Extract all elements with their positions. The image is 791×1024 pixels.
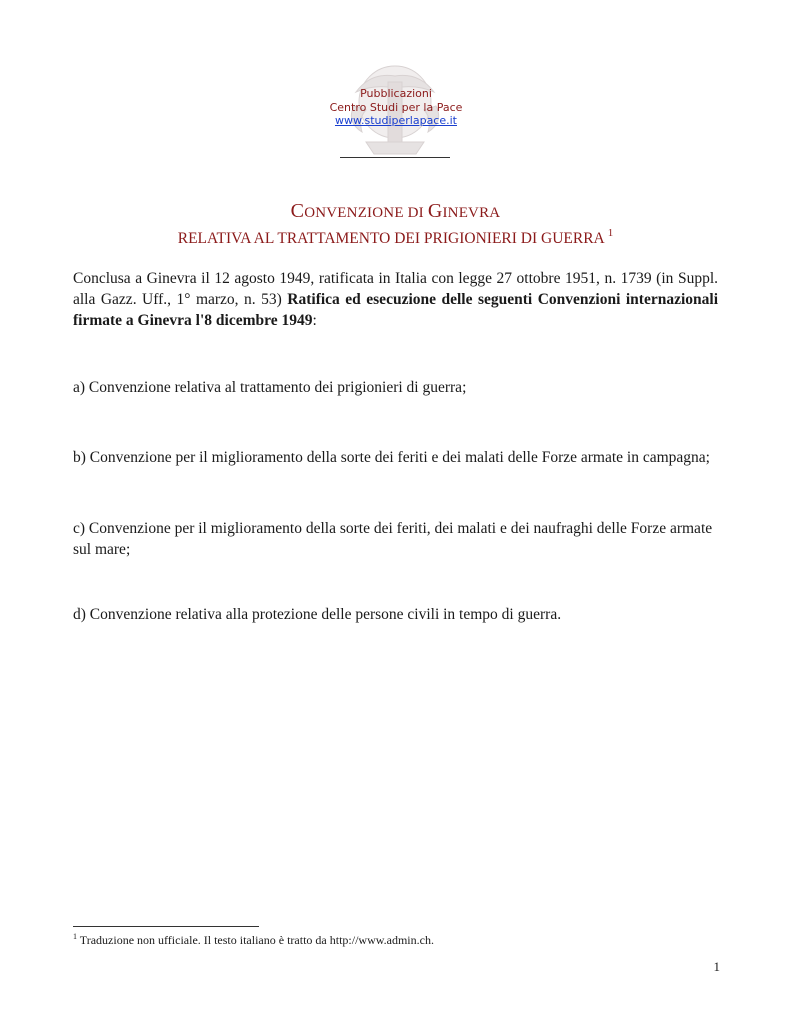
page-title: [0, 200, 791, 223]
footnote: [73, 933, 713, 949]
footnote-text: Traduzione non ufficiale. Il testo italiano è tratto da http://www.admin.ch.: [79, 933, 434, 947]
publisher-header: [296, 87, 496, 128]
header-divider: [340, 157, 450, 158]
footnote-divider: [73, 926, 259, 927]
title-initial-c: C: [290, 200, 305, 222]
list-item: c) Convenzione per il miglioramento della sorte dei feriti, dei malati e dei naufraghi delle Forze armate sul mare;: [73, 520, 713, 558]
website-link[interactable]: www.studiperlapace.it: [334, 114, 457, 127]
footnote-reference[interactable]: 1: [607, 227, 614, 239]
page-subtitle: [0, 227, 791, 248]
header-line-publications: Pubblicazioni: [360, 87, 432, 100]
intro-paragraph: [73, 268, 718, 331]
page-number: 1: [713, 959, 720, 974]
list-item: a) Convenzione relativa al trattamento dei prigionieri di guerra;: [73, 379, 467, 396]
intro-end-text: :: [312, 312, 317, 329]
intro-plain-text: Conclusa a Ginevra il 12 agosto 1949, ratificata in Italia con legge 27 ottobre 1951, n. 1739 (in Suppl. alla Gazz. Uff., 1° marzo, n. 53): [73, 270, 718, 308]
header-line-center-name: Centro Studi per la Pace: [329, 100, 463, 114]
title-rest-2: INEVRA: [442, 205, 501, 221]
list-item: b) Convenzione per il miglioramento della sorte dei feriti e dei malati delle Forze armate in campagna;: [73, 449, 710, 466]
list-item: d) Convenzione relativa alla protezione delle persone civili in tempo di guerra.: [73, 606, 562, 623]
intro-bold-text: Ratifica ed esecuzione delle seguenti Convenzioni internazionali firmate a Ginevra l'8 dicembre 1949: [73, 291, 718, 329]
title-initial-g: G: [427, 200, 443, 222]
subtitle-text: RELATIVA AL TRATTAMENTO DEI PRIGIONIERI DI GUERRA: [177, 230, 604, 247]
footnote-number: 1: [73, 932, 77, 941]
title-rest-1: ONVENZIONE DI: [304, 205, 428, 221]
